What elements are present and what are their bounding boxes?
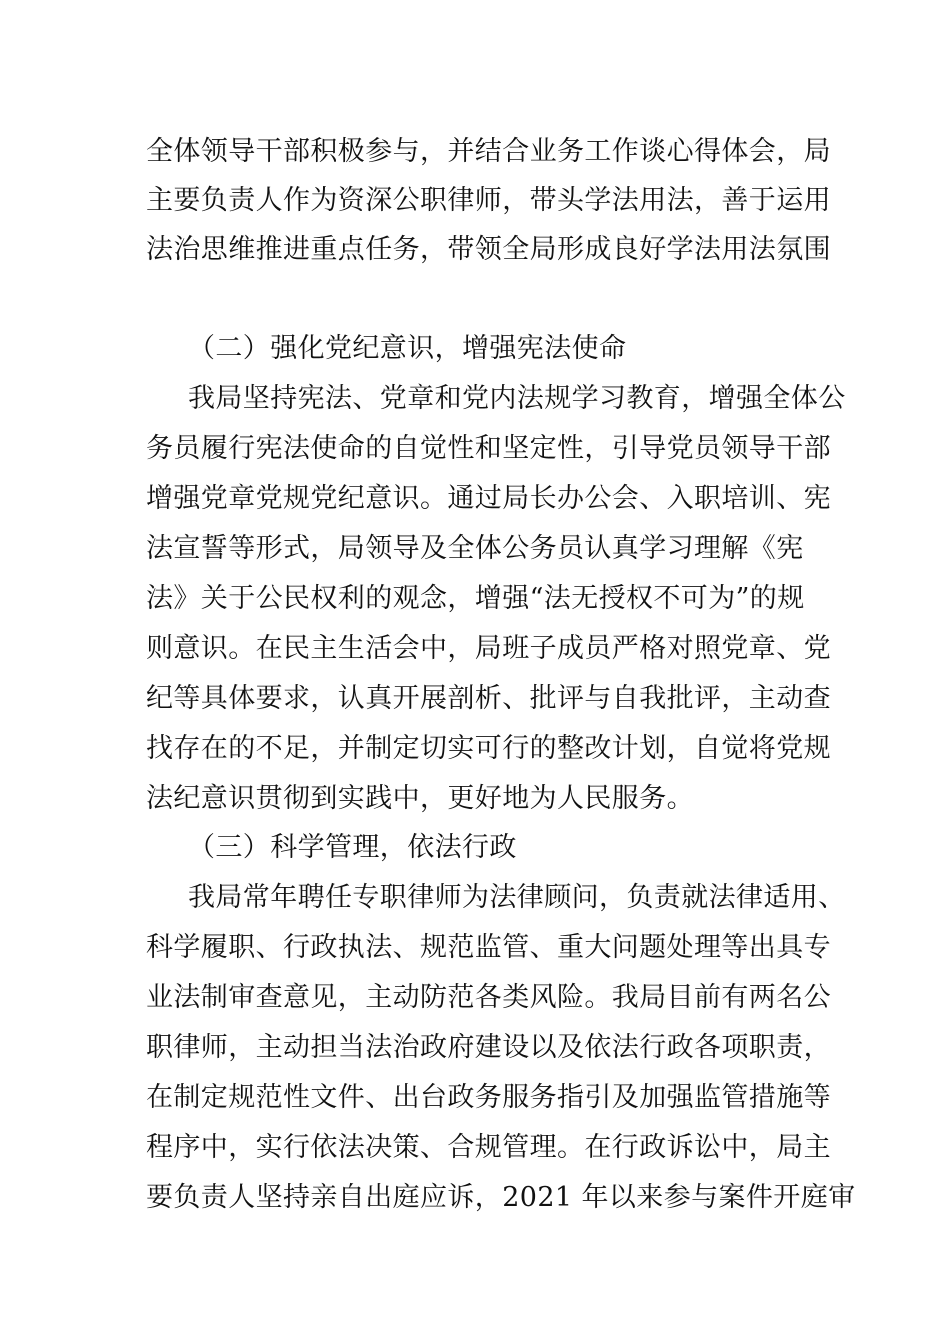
paragraph-line: 程序中，实行依法决策、合规管理。在行政诉讼中，局主 xyxy=(146,1132,831,1163)
section-heading: （二）强化党纪意识，增强宪法使命 xyxy=(188,333,627,364)
paragraph-line: 法纪意识贯彻到实践中，更好地为人民服务。 xyxy=(146,783,694,814)
paragraph-line: 则意识。在民主生活会中，局班子成员严格对照党章、党 xyxy=(146,633,831,664)
paragraph-line: 找存在的不足，并制定切实可行的整改计划，自觉将党规 xyxy=(146,733,831,764)
paragraph-line: 要负责人坚持亲自出庭应诉，2021 年以来参与案件开庭审 xyxy=(146,1182,856,1213)
paragraph-line: 务员履行宪法使命的自觉性和坚定性，引导党员领导干部 xyxy=(146,433,831,464)
paragraph-line: 增强党章党规党纪意识。通过局长办公会、入职培训、宪 xyxy=(146,483,831,514)
paragraph-line: 纪等具体要求，认真开展剖析、批评与自我批评，主动查 xyxy=(146,683,831,714)
paragraph-line: 法治思维推进重点任务，带领全局形成良好学法用法氛围 xyxy=(146,234,831,265)
paragraph-line: 科学履职、行政执法、规范监管、重大问题处理等出具专 xyxy=(146,932,831,963)
paragraph-line: 我局坚持宪法、党章和党内法规学习教育，增强全体公 xyxy=(188,383,846,414)
paragraph-line: 在制定规范性文件、出台政务服务指引及加强监管措施等 xyxy=(146,1082,831,1113)
paragraph-line: 职律师，主动担当法治政府建设以及依法行政各项职责， xyxy=(146,1032,831,1063)
paragraph-line: 全体领导干部积极参与，并结合业务工作谈心得体会，局 xyxy=(146,136,831,167)
section-heading: （三）科学管理，依法行政 xyxy=(188,832,517,863)
paragraph-line: 业法制审查意见，主动防范各类风险。我局目前有两名公 xyxy=(146,982,831,1013)
paragraph-line: 主要负责人作为资深公职律师，带头学法用法，善于运用 xyxy=(146,185,831,216)
paragraph-line: 法宣誓等形式，局领导及全体公务员认真学习理解《宪 xyxy=(146,533,804,564)
paragraph-line: 我局常年聘任专职律师为法律顾问，负责就法律适用、 xyxy=(188,882,846,913)
paragraph-line: 法》关于公民权利的观念，增强“法无授权不可为”的规 xyxy=(146,583,805,614)
